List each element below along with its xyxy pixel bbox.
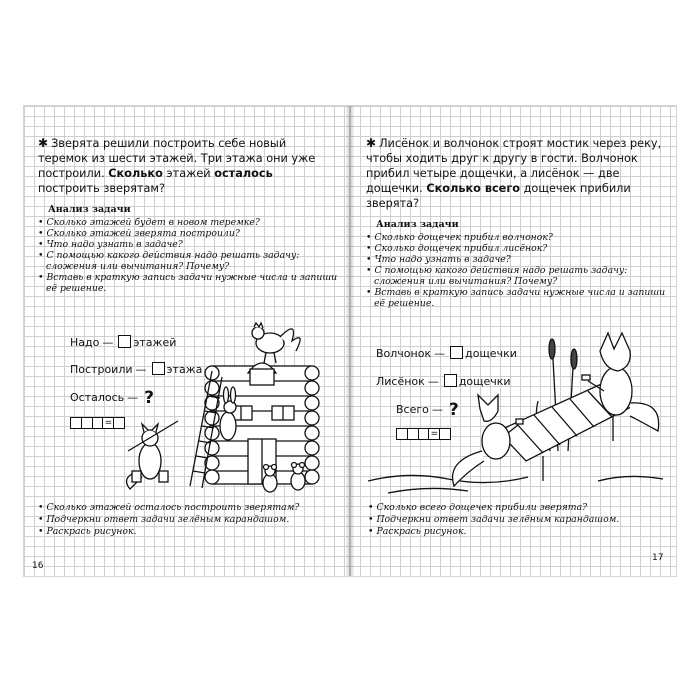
right-record-row2: Лисёнок — дощечки [376, 375, 511, 388]
right-analysis-list [366, 232, 666, 309]
solution-cell: = [102, 417, 114, 429]
record-label: Осталось [70, 391, 125, 404]
teremok-illustration [120, 311, 340, 501]
left-problem-part2: этажей [162, 167, 215, 180]
left-tasks-list [38, 502, 338, 538]
left-analysis-title: Анализ задачи [48, 204, 131, 215]
list-item: • Сколько дощечек прибил лисёнок? [366, 243, 666, 254]
list-item: • Раскрась рисунок. [38, 526, 338, 538]
left-analysis-list [38, 217, 338, 294]
solution-cell: = [428, 428, 440, 440]
right-analysis-title: Анализ задачи [376, 219, 459, 230]
left-record-row2: Построили — этажа [70, 363, 203, 376]
list-item: • Сколько дощечек прибил волчонок? [366, 232, 666, 243]
record-unit: этажа [166, 363, 203, 376]
list-item: • Сколько всего дощечек прибили зверята? [368, 502, 668, 514]
question-mark: ? [448, 400, 459, 420]
left-record-row3: Осталось — ? [70, 388, 155, 408]
record-unit: дощечки [465, 347, 517, 360]
list-item: • Раскрась рисунок. [368, 526, 668, 538]
left-problem-bold1: Сколько [108, 167, 163, 180]
right-problem-bold1: Сколько всего [426, 182, 521, 195]
record-label: Всего [396, 403, 429, 416]
list-item: • Вставь в краткую запись задачи нужные числа и запиши её решение. [38, 272, 338, 294]
book-spine [346, 106, 354, 576]
list-item: • Подчеркни ответ задачи зелёным карандашом. [368, 514, 668, 526]
open-workbook [24, 106, 676, 576]
record-label: Лисёнок [376, 375, 425, 388]
asterisk-icon: ✱ [38, 136, 49, 150]
list-item: • Сколько этажей зверята построили? [38, 228, 338, 239]
record-unit: этажей [133, 336, 177, 349]
right-problem-part1: Лисёнок и волчонок строят мостик через реку, чтобы ходить друг к другу в гости. Волчонок прибил четыре дощечки, а лисёнок — две дощечки. [366, 137, 662, 195]
left-problem-bold2: осталось [214, 167, 273, 180]
asterisk-icon: ✱ [366, 136, 377, 150]
record-label: Построили [70, 363, 133, 376]
right-problem-text [366, 136, 666, 211]
record-unit: дощечки [458, 375, 511, 388]
page-number-right: 17 [652, 553, 664, 563]
list-item: • Что надо узнать в задаче? [366, 254, 666, 265]
list-item: • Вставь в краткую запись задачи нужные числа и запиши её решение. [366, 287, 666, 309]
right-record-row1: Волчонок — дощечки [376, 347, 517, 360]
question-mark: ? [144, 388, 155, 408]
right-problem-part2: дощечек прибили зверята? [366, 182, 631, 210]
left-problem-block [38, 136, 338, 294]
left-problem-text [38, 136, 338, 196]
left-page [24, 106, 350, 576]
list-item: • Сколько этажей осталось построить зверятам? [38, 502, 338, 514]
left-problem-part1: Зверята решили построить себе новый теремок из шести этажей. Три этажа они уже построили. [38, 137, 316, 180]
list-item: • Сколько этажей будет в новом теремке? [38, 217, 338, 228]
page-number-left: 16 [32, 561, 44, 571]
left-problem-part3: построить зверятам? [38, 182, 165, 195]
right-record-row3: Всего — ? [396, 400, 459, 420]
list-item: • Подчеркни ответ задачи зелёным карандашом. [38, 514, 338, 526]
right-page [350, 106, 676, 576]
list-item: • С помощью какого действия надо решать задачу: сложения или вычитания? Почему? [366, 265, 666, 287]
list-item: • Что надо узнать в задаче? [38, 239, 338, 250]
right-problem-block [366, 136, 666, 309]
list-item: • С помощью какого действия надо решать задачу: сложения или вычитания? Почему? [38, 250, 338, 272]
record-label: Надо [70, 336, 100, 349]
record-label: Волчонок [376, 347, 432, 360]
left-solution-boxes[interactable] [70, 417, 124, 429]
right-tasks-list [368, 502, 668, 538]
bridge-illustration [368, 321, 668, 501]
left-record-row1: Надо — этажей [70, 336, 177, 349]
